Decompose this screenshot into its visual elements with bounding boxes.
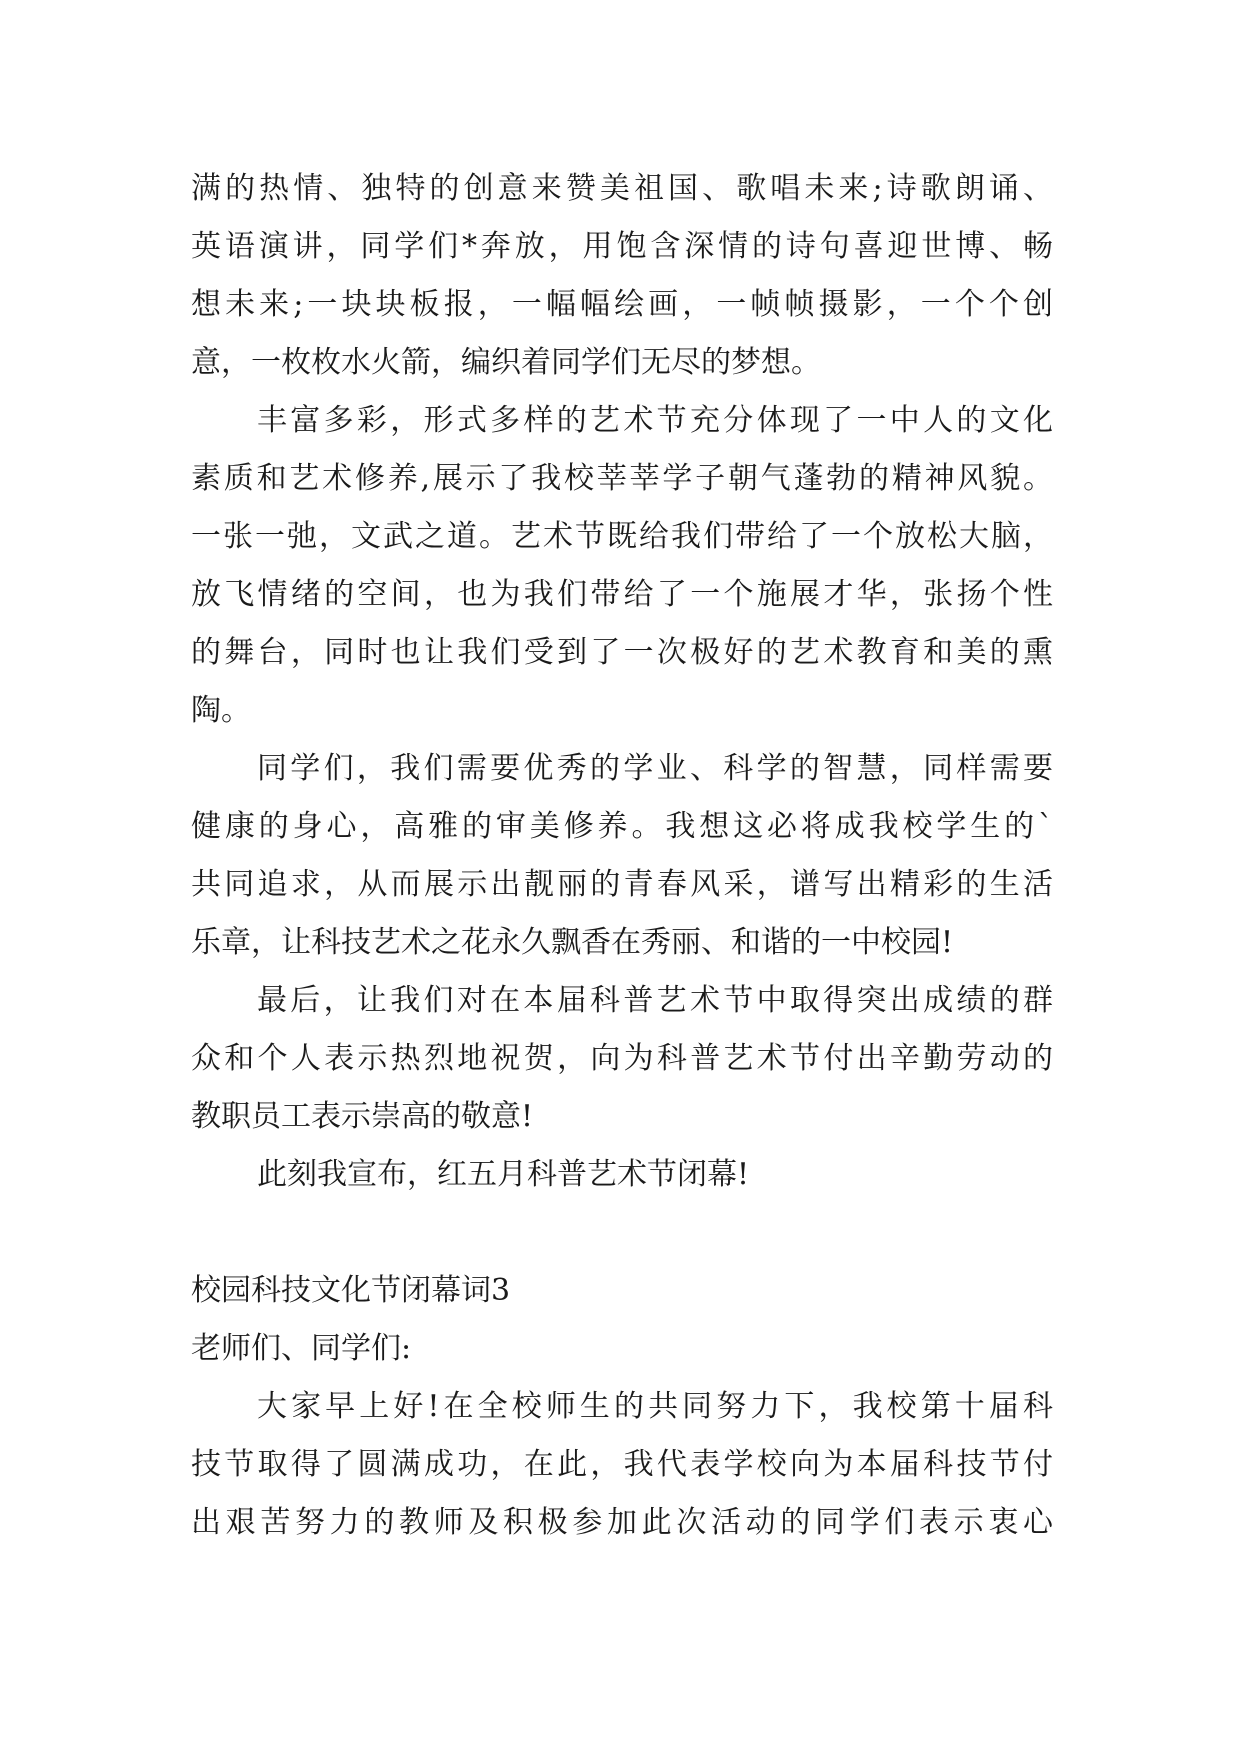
text-line: 素质和艺术修养,展示了我校莘莘学子朝气蓬勃的精神风貌。 — [191, 461, 1053, 496]
text-line: 放飞情绪的空间，也为我们带给了一个施展才华，张扬个性 — [191, 577, 1053, 612]
paragraph-1 — [191, 160, 1053, 392]
text-line: 同学们，我们需要优秀的学业、科学的智慧，同样需要 — [257, 751, 1053, 786]
text-line: 一张一弛，文武之道。艺术节既给我们带给了一个放松大脑， — [191, 519, 1053, 554]
text-line: 众和个人表示热烈地祝贺，向为科普艺术节付出辛勤劳动的 — [191, 1041, 1053, 1076]
text-line: 最后，让我们对在本届科普艺术节中取得突出成绩的群 — [257, 983, 1053, 1018]
text-line: 意，一枚枚水火箭，编织着同学们无尽的梦想。 — [191, 345, 821, 380]
section-spacer — [191, 1204, 1053, 1262]
body-text — [191, 160, 1053, 1552]
paragraph-3 — [191, 740, 1053, 972]
text-line: 的舞台，同时也让我们受到了一次极好的艺术教育和美的熏 — [191, 635, 1053, 670]
salutation: 老师们、同学们: — [191, 1331, 412, 1366]
text-line: 出艰苦努力的教师及积极参加此次活动的同学们表示衷心 — [191, 1505, 1053, 1540]
text-line: 英语演讲，同学们*奔放，用饱含深情的诗句喜迎世博、畅 — [191, 229, 1053, 264]
text-line: 陶。 — [191, 693, 251, 728]
section-title: 校园科技文化节闭幕词3 — [191, 1273, 511, 1308]
text-line: 想未来;一块块板报，一幅幅绘画，一帧帧摄影，一个个创 — [191, 287, 1053, 322]
paragraph-5 — [191, 1146, 1053, 1204]
text-line: 满的热情、独特的创意来赞美祖国、歌唱未来;诗歌朗诵、 — [191, 171, 1053, 206]
paragraph-4 — [191, 972, 1053, 1146]
paragraph-2 — [191, 392, 1053, 740]
text-line: 健康的身心，高雅的审美修养。我想这必将成我校学生的` — [191, 809, 1053, 844]
text-line: 共同追求，从而展示出靓丽的青春风采，谱写出精彩的生活 — [191, 867, 1053, 902]
text-line: 技节取得了圆满成功，在此，我代表学校向为本届科技节付 — [191, 1447, 1053, 1482]
text-line: 丰富多彩，形式多样的艺术节充分体现了一中人的文化 — [257, 403, 1053, 438]
text-line: 教职员工表示崇高的敬意! — [191, 1099, 534, 1134]
text-line: 此刻我宣布，红五月科普艺术节闭幕! — [257, 1157, 750, 1192]
text-line: 乐章，让科技艺术之花永久飘香在秀丽、和谐的一中校园! — [191, 925, 954, 960]
text-line: 大家早上好!在全校师生的共同努力下，我校第十届科 — [257, 1389, 1053, 1424]
section-paragraph-1 — [191, 1378, 1053, 1552]
